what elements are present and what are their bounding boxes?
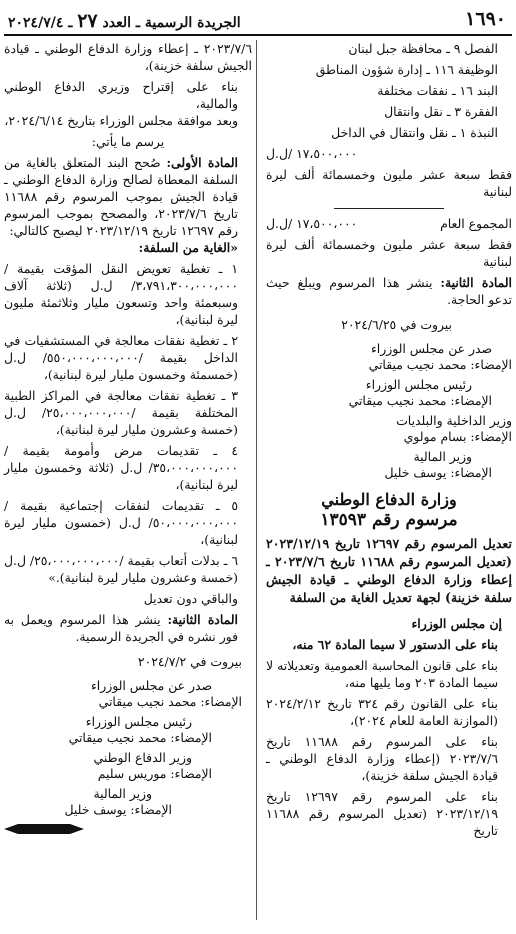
signature-name: الإمضاء: محمد نجيب ميقاتي	[368, 357, 512, 372]
article-two	[4, 611, 252, 645]
article-label: المادة الأولى:	[166, 155, 238, 170]
issue-date: ـ ٢٠٢٤/٧/٤	[8, 15, 73, 31]
decrees-text: يرسم ما يأتي:	[91, 134, 165, 149]
right-column	[266, 40, 512, 839]
basis-line: بناء على الدستور لا سيما المادة ٦٢ منه،	[292, 637, 498, 652]
purpose-item: ٥ ـ تقديمات لنفقات إجتماعية بقيمة /٥٠،٠٠٠،٠٠٠،٠٠٠/ ل.ل (خمسون مليار ليرة لبنانية)،	[4, 498, 238, 547]
article-one	[4, 154, 252, 239]
signature-title: رئيس مجلس الوزراء	[365, 377, 472, 392]
total	[266, 215, 512, 232]
proposal-text: بناء على إقتراح وزيري الدفاع الوطني والمالية،	[4, 79, 238, 111]
signature-name: الإمضاء: محمد نجيب ميقاتي	[348, 393, 492, 408]
place-date: بيروت في ٢٠٢٤/٦/٢٥	[341, 317, 452, 332]
basis-line: بناء على القانون رقم ٣٢٤ تاريخ ٢٠٢٤/٢/١٢ (الموازنة العامة للعام ٢٠٢٤)،	[266, 696, 498, 728]
purpose-item: ٢ ـ تغطية نفقات معالجة في المستشفيات في الداخل بقيمة /٥٥٠،٠٠٠،٠٠٠،٠٠٠/ ل.ل (خمسمئة وخمسون مليار ليرة لبنانية)،	[4, 333, 238, 382]
column-divider	[256, 40, 257, 920]
ministry-title: وزارة الدفاع الوطني	[321, 490, 457, 509]
signature-name: الإمضاء: محمد نجيب ميقاتي	[98, 694, 242, 709]
gazette-name: الجريدة الرسمية ـ العدد	[102, 15, 241, 31]
purpose-item: ١ ـ تغطية تعويض النقل المؤقت بقيمة /٣،٧٩١،٣٠٠،٠٠٠،٠٠٠/ ل.ل (ثلاثة آلاف وسبعمئة واحد وتسعون مليار وثلاثمئة مليون ليرة لبنانية)،	[4, 261, 238, 327]
article-two	[266, 274, 512, 308]
purpose-item: ٣ ـ تغطية نفقات معالجة في المراكز الطبية المختلفة بقيمة /٢٥،٠٠٠،٠٠٠،٠٠٠/ ل.ل (خمسة وعشرون مليار ليرة لبنانية)،	[4, 388, 238, 437]
budget-line: البند ١٦ ـ نفقات مختلفة	[377, 83, 498, 98]
purpose-item: ٤ ـ تقديمات مرض وأمومة بقيمة /٣٥،٠٠٠،٠٠٠،٠٠٠/ ل.ل (ثلاثة وخمسون مليار ليرة لبنانية)،	[4, 443, 238, 492]
page-header	[4, 4, 512, 36]
total-amount: ١٧،٥٠٠،٠٠٠ /ل.ل	[266, 216, 358, 231]
signature-title: وزير المالية	[413, 449, 472, 464]
signature-name: الإمضاء: محمد نجيب ميقاتي	[68, 730, 212, 745]
budget-line: الفصل ٩ ـ محافظة جبل لبنان	[348, 41, 498, 56]
signature-title: صدر عن مجلس الوزراء	[90, 678, 212, 693]
budget-line: الوظيفة ١١٦ ـ إدارة شؤون المناطق	[315, 62, 498, 77]
page-number: ١٦٩٠	[465, 8, 506, 30]
total-words: فقط سبعة عشر مليون وخمسمائة ألف ليرة لبنانية	[266, 237, 512, 269]
purpose-item: ٦ ـ بدلات أتعاب بقيمة /٢٥،٠٠٠،٠٠٠،٠٠٠/ ل.ل (خمسة وعشرون مليار ليرة لبنانية).»	[4, 553, 238, 585]
signature-name: الإمضاء: يوسف خليل	[64, 802, 172, 817]
decree-subject: تعديل المرسوم رقم ١٢٦٩٧ تاريخ ٢٠٢٣/١٢/١٩ (تعديل المرسوم رقم ١١٦٨٨ تاريخ ٢٠٢٣/٧/٦ ـ إعطاء وزارة الدفاع الوطني ـ قيادة الجيش سلفة خزينة) لجهة تعديل الغاية من السلفة	[266, 536, 513, 605]
signature-name: الإمضاء: يوسف خليل	[384, 465, 492, 480]
signature-title: وزير الدفاع الوطني	[93, 750, 192, 765]
amount-words: فقط سبعة عشر مليون وخمسمائة ألف ليرة لبنانية	[266, 167, 512, 199]
signature-block	[266, 341, 512, 481]
article-text: صُحح البند المتعلق بالغاية من السلفة المعطاة لصالح وزارة الدفاع الوطني ـ قيادة الجيش بموجب المرسوم رقم ١١٦٨٨ تاريخ ٢٠٢٣/٧/٦، والمصحح بموجب المرسوم رقم ١٢٦٩٧ تاريخ ٢٠٢٣/١٢/١٩ ليصبح كالتالي:	[4, 155, 238, 238]
amount: ١٧،٥٠٠،٠٠٠ /ل.ل	[266, 146, 358, 161]
separator	[334, 208, 444, 209]
budget-line: النبذة ١ ـ نقل وانتقال في الداخل	[331, 125, 498, 140]
approval-text: وبعد موافقة مجلس الوزراء بتاريخ ٢٠٢٤/٦/١٤،	[4, 113, 238, 128]
article-text: ينشر هذا المرسوم ويبلغ حيث تدعو الحاجة.	[266, 275, 512, 307]
budget-line: الفقرة ٣ ـ نقل وانتقال	[384, 104, 498, 119]
header-rule	[4, 34, 512, 36]
signature-title: صدر عن مجلس الوزراء	[370, 341, 492, 356]
double-arrow-icon	[4, 824, 84, 834]
basis-line: بناء على المرسوم رقم ١٢٦٩٧ تاريخ ٢٠٢٣/١٢/١٩ (تعديل المرسوم رقم ١١٦٨٨ تاريخ	[266, 789, 498, 838]
total-label: المجموع العام	[440, 216, 512, 231]
article-label: المادة الثانية:	[167, 612, 238, 627]
signature-name: الإمضاء: بسام مولوي	[403, 429, 512, 444]
article-label: المادة الثانية:	[440, 275, 512, 290]
article-text: ينشر هذا المرسوم ويعمل به فور نشره في الجريدة الرسمية.	[4, 612, 238, 644]
gazette-info	[8, 10, 241, 32]
intro-text: ٢٠٢٣/٧/٦ ـ إعطاء وزارة الدفاع الوطني ـ قيادة الجيش سلفة خزينة)،	[4, 41, 252, 73]
signature-title: رئيس مجلس الوزراء	[85, 714, 192, 729]
signature-block	[4, 678, 252, 818]
decree-title: مرسوم رقم ١٣٥٩٣	[320, 510, 458, 530]
rest-unchanged: والباقي دون تعديل	[143, 591, 238, 606]
basis-line: بناء على المرسوم رقم ١١٦٨٨ تاريخ ٢٠٢٣/٧/٦ (إعطاء وزارة الدفاع الوطني ـ قيادة الجيش سلفة خزينة)،	[266, 734, 498, 783]
basis-line: بناء على قانون المحاسبة العمومية وتعديلاته لا سيما المادة ٢٠٣ وما يليها منه،	[266, 658, 498, 690]
issue-number: ٢٧	[77, 10, 98, 32]
place-date: بيروت في ٢٠٢٤/٧/٢	[137, 654, 242, 669]
signature-title: وزير المالية	[93, 786, 152, 801]
council-heading: إن مجلس الوزراء	[411, 616, 502, 631]
purpose-heading: «الغاية من السلفة:	[138, 240, 238, 255]
signature-name: الإمضاء: موريس سليم	[97, 766, 212, 781]
left-column	[4, 40, 252, 834]
signature-title: وزير الداخلية والبلديات	[396, 413, 512, 428]
end-ornament	[4, 824, 252, 834]
